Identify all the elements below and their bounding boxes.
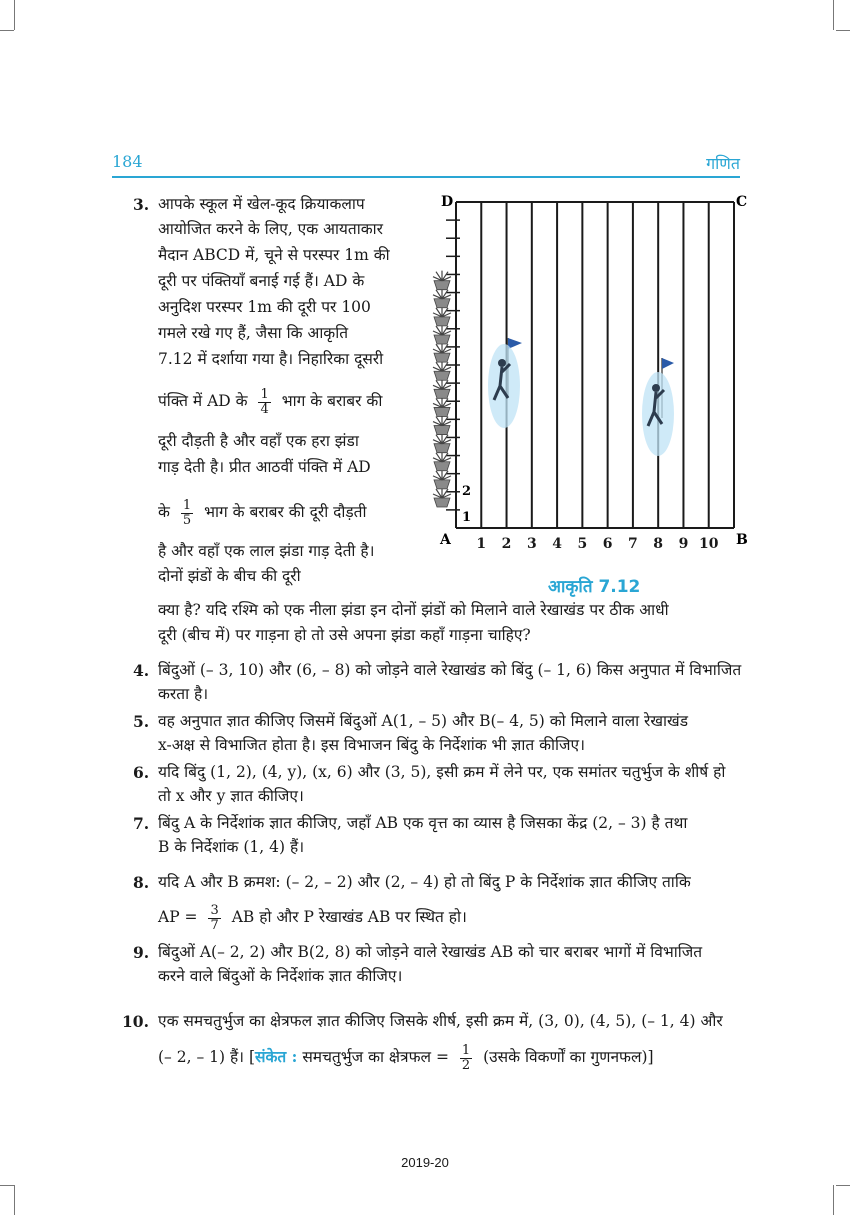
fraction-denominator: 4 [260,401,269,417]
side-tick-label-1: 1 [462,510,472,525]
flower-pot-icon [433,271,451,290]
crop-mark [833,0,834,30]
pot-leaves [433,307,451,317]
pot-base [434,426,450,435]
q3-line-fraction [158,499,406,527]
pot-base [434,407,450,416]
pot-base [434,371,450,380]
page-number: 184 [112,152,143,171]
column-label: 1 [476,536,487,552]
crop-mark [836,1185,850,1186]
pot-base [434,480,450,489]
pot-leaves [433,416,451,426]
subject-title: गणित [706,154,740,173]
crop-mark [833,1185,834,1215]
flower-pots [433,271,451,507]
q3-line-fraction [158,388,406,416]
q3-line: दूरी (बीच में) पर गाड़ना हो तो उसे अपना झंडा कहाँ गाड़ना चाहिए? [158,626,531,644]
pot-leaves [433,325,451,335]
flower-pot-icon [433,470,451,489]
pot-leaves [433,271,451,281]
flower-pot-icon [433,397,451,416]
question-number: 7. [133,814,150,833]
fraction-denominator: 7 [210,917,219,933]
q3-line: गाड़ देती है। प्रीत आठवीं पंक्ति में AD [158,458,371,476]
flower-pot-icon [433,325,451,344]
pot-base [434,335,450,344]
text: के [158,503,170,522]
field-grid [446,202,734,528]
q3-line: दूरी दौड़ती है और वहाँ एक हरा झंडा [158,432,359,450]
column-labels [476,536,718,552]
column-label: 8 [653,536,664,552]
page-header [112,150,740,178]
flower-pot-icon [433,379,451,398]
question-number: 10. [122,1012,149,1031]
pot-leaves [433,343,451,353]
question-line: यदि A और B क्रमश: (– 2, – 2) और (2, – 4) हो तो बिंदु P के निर्देशांक ज्ञात कीजिए ताकि [158,873,691,891]
pot-base [434,353,450,362]
fraction-numerator: 1 [182,498,192,513]
crop-mark [14,0,15,30]
column-label: 10 [698,536,719,552]
pot-leaves [433,361,451,371]
flower-pot-icon [433,343,451,362]
column-label: 3 [526,536,537,552]
fraction-denominator: 5 [182,512,192,528]
q3-line: अनुदिश परस्पर 1m की दूरी पर 100 [158,298,371,316]
q3-line: आपके स्कूल में खेल-कूद क्रियाकलाप [158,195,365,213]
flower-pot-icon [433,416,451,435]
runner-1-icon [488,338,522,428]
corner-D-label: D [441,194,454,210]
question-line: एक समचतुर्भुज का क्षेत्रफल ज्ञात कीजिए जिसके शीर्ष, इसी क्रम में, (3, 0), (4, 5), (– 1, 4) और [158,1012,723,1030]
pot-leaves [433,470,451,480]
question-number: 3. [133,195,150,214]
fraction [181,499,193,527]
question-line: करता है। [158,685,209,703]
question-line: बिंदुओं A(– 2, 2) और B(2, 8) को जोड़ने वाले रेखाखंड AB को चार बराबर भागों में विभाजित [158,943,703,961]
text: (उसके विकर्णों का गुणनफल)] [483,1048,654,1067]
q3-line: दोनों झंडों के बीच की दूरी [158,567,301,585]
fraction [208,904,220,932]
crop-mark [0,30,14,31]
q3-line: मैदान ABCD में, चूने से परस्पर 1m की [158,246,390,264]
fraction-numerator: 3 [210,903,219,918]
pot-base [434,498,450,507]
figure-caption: आकृति 7.12 [548,577,641,597]
fraction-numerator: 1 [461,1043,471,1058]
question-line: तो x और y ज्ञात कीजिए। [158,787,304,805]
text: (– 2, – 1) हैं। [ [158,1048,256,1067]
fraction [258,388,270,416]
pot-leaves [433,379,451,389]
question-line: वह अनुपात ज्ञात कीजिए जिसमें बिंदुओं A(1, – 5) और B(– 4, 5) को मिलाने वाला रेखाखंड [158,712,689,730]
crop-mark [836,30,850,31]
question-line-fraction [158,1044,654,1072]
pot-leaves [433,452,451,462]
q3-line: है और वहाँ एक लाल झंडा गाड़ देती है। [158,542,375,560]
q3-line: क्या है? यदि रश्मि को एक नीला झंडा इन दोनों झंडों को मिलाने वाले रेखाखंड पर ठीक आधी [158,601,669,619]
field-figure [428,188,758,598]
question-line: बिंदुओं (– 3, 10) और (6, – 8) को जोड़ने वाले रेखाखंड को बिंदु (– 1, 6) किस अनुपात में विभाजित [158,661,742,679]
pot-leaves [433,289,451,299]
column-label: 9 [678,536,689,552]
question-number: 9. [133,943,150,962]
q3-line: 7.12 में दर्शाया गया है। निहारिका दूसरी [158,350,384,368]
text: भाग के बराबर की दूरी दौड़ती [204,503,367,522]
question-line: x-अक्ष से विभाजित होता है। इस विभाजन बिंदु के निर्देशांक भी ज्ञात कीजिए। [158,736,585,754]
pot-leaves [433,488,451,498]
corner-B-label: B [736,532,748,548]
text: पंक्ति में AD के [158,392,248,411]
flower-pot-icon [433,361,451,380]
pot-leaves [433,434,451,444]
question-number: 6. [133,763,150,782]
side-tick-label-2: 2 [462,484,472,499]
pot-base [434,389,450,398]
question-line-fraction [158,904,467,932]
fraction [460,1044,472,1072]
flower-pot-icon [433,289,451,308]
pot-base [434,462,450,471]
text: AP = [158,908,198,927]
pot-base [434,317,450,326]
fraction-denominator: 2 [461,1057,471,1073]
column-label: 5 [577,536,588,552]
fraction-numerator: 1 [260,387,269,402]
crop-mark [0,1185,14,1186]
flower-pot-icon [433,488,451,507]
question-line: B के निर्देशांक (1, 4) हैं। [158,838,305,856]
question-number: 5. [133,712,150,731]
column-label: 2 [501,536,512,552]
hint-label: संकेत : [255,1047,298,1067]
corner-C-label: C [736,194,748,210]
text: समचतुर्भुज का क्षेत्रफल = [297,1048,449,1067]
flower-pot-icon [433,307,451,326]
question-line: यदि बिंदु (1, 2), (4, y), (x, 6) और (3, 5), इसी क्रम में लेने पर, एक समांतर चतुर्भुज के शीर्ष हो [158,763,726,781]
runner-2-icon [642,358,674,456]
column-label: 7 [628,536,638,552]
pot-leaves [433,397,451,407]
question-line: करने वाले बिंदुओं के निर्देशांक ज्ञात कीजिए। [158,967,403,985]
pot-base [434,281,450,290]
corner-A-label: A [440,532,451,548]
flower-pot-icon [433,434,451,453]
pot-base [434,444,450,453]
question-line: बिंदु A के निर्देशांक ज्ञात कीजिए, जहाँ AB एक वृत्त का व्यास है जिसका केंद्र (2, – 3) है तथा [158,814,688,832]
header-rule [112,176,740,178]
text: AB हो और P रेखाखंड AB पर स्थित हो। [231,908,467,927]
question-number: 8. [133,873,150,892]
q3-line: आयोजित करने के लिए, एक आयताकार [158,220,384,238]
column-label: 4 [552,536,562,552]
crop-mark [14,1185,15,1215]
pot-base [434,299,450,308]
text: भाग के बराबर की [281,392,383,411]
footer-year: 2019-20 [401,1155,449,1170]
question-number: 4. [133,661,150,680]
column-label: 6 [602,536,613,552]
q3-line: दूरी पर पंक्तियाँ बनाई गई हैं। AD के [158,272,365,290]
q3-line: गमले रखे गए हैं, जैसा कि आकृति [158,324,349,342]
flower-pot-icon [433,452,451,471]
